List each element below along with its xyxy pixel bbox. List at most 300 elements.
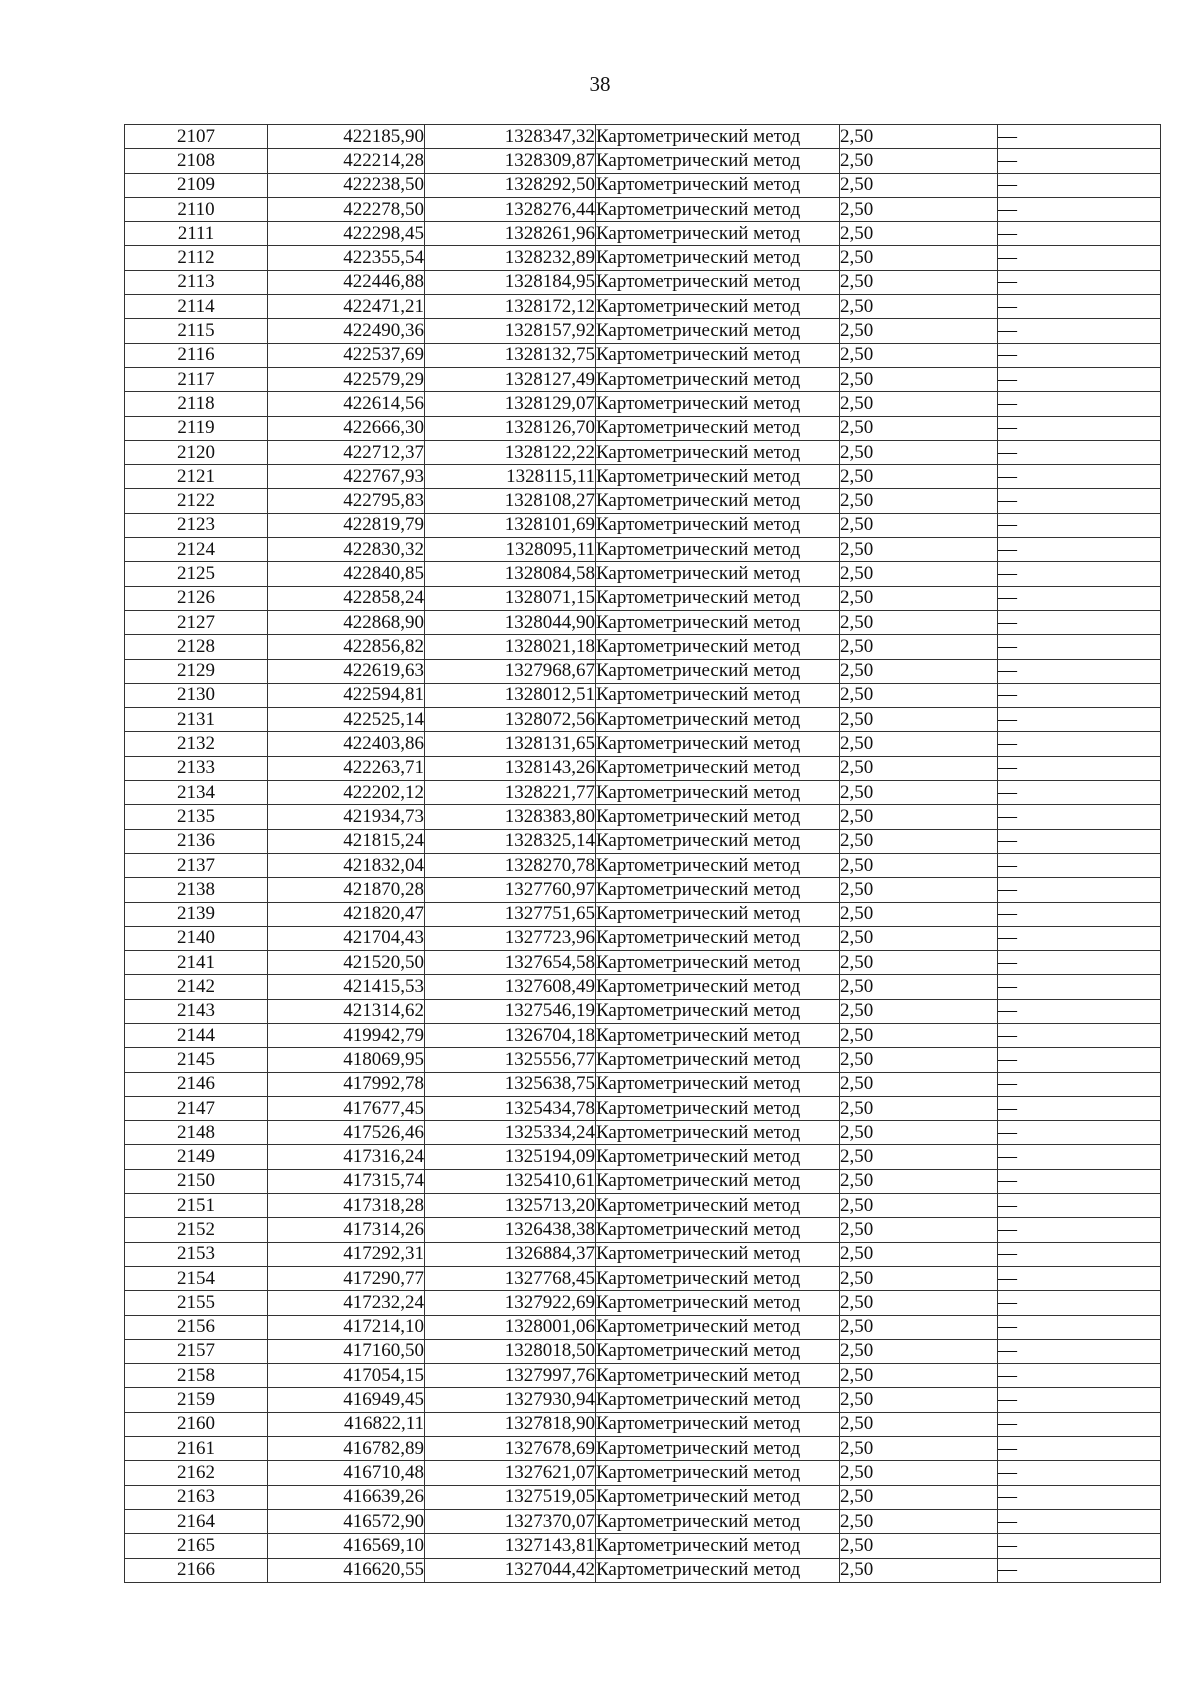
cell-x-coordinate: 417677,45 xyxy=(268,1096,425,1120)
cell-description: — xyxy=(998,416,1161,440)
cell-point-number: 2138 xyxy=(125,878,268,902)
cell-x-coordinate: 418069,95 xyxy=(268,1048,425,1072)
cell-y-coordinate: 1328122,22 xyxy=(425,440,596,464)
cell-point-number: 2137 xyxy=(125,853,268,877)
cell-method: Картометрический метод xyxy=(596,538,840,562)
cell-accuracy: 2,50 xyxy=(840,926,998,950)
cell-description: — xyxy=(998,1437,1161,1461)
table-row xyxy=(125,781,1161,805)
page-number: 38 xyxy=(589,72,611,96)
coordinates-table xyxy=(124,124,1161,1583)
cell-description: — xyxy=(998,343,1161,367)
cell-description: — xyxy=(998,197,1161,221)
table-row xyxy=(125,465,1161,489)
cell-method: Картометрический метод xyxy=(596,999,840,1023)
cell-x-coordinate: 417316,24 xyxy=(268,1145,425,1169)
table-row xyxy=(125,295,1161,319)
cell-point-number: 2117 xyxy=(125,367,268,391)
cell-accuracy: 2,50 xyxy=(840,805,998,829)
table-row xyxy=(125,926,1161,950)
cell-accuracy: 2,50 xyxy=(840,1218,998,1242)
cell-description: — xyxy=(998,222,1161,246)
cell-accuracy: 2,50 xyxy=(840,197,998,221)
cell-description: — xyxy=(998,367,1161,391)
cell-x-coordinate: 416949,45 xyxy=(268,1388,425,1412)
cell-point-number: 2158 xyxy=(125,1364,268,1388)
cell-point-number: 2163 xyxy=(125,1485,268,1509)
table-row xyxy=(125,756,1161,780)
cell-point-number: 2160 xyxy=(125,1412,268,1436)
cell-x-coordinate: 421704,43 xyxy=(268,926,425,950)
table-row xyxy=(125,125,1161,149)
cell-accuracy: 2,50 xyxy=(840,1412,998,1436)
cell-y-coordinate: 1325556,77 xyxy=(425,1048,596,1072)
cell-point-number: 2144 xyxy=(125,1023,268,1047)
cell-point-number: 2107 xyxy=(125,125,268,149)
cell-accuracy: 2,50 xyxy=(840,951,998,975)
cell-accuracy: 2,50 xyxy=(840,1485,998,1509)
cell-point-number: 2127 xyxy=(125,610,268,634)
table-row xyxy=(125,1145,1161,1169)
cell-point-number: 2157 xyxy=(125,1339,268,1363)
cell-point-number: 2111 xyxy=(125,222,268,246)
cell-x-coordinate: 422614,56 xyxy=(268,392,425,416)
cell-point-number: 2126 xyxy=(125,586,268,610)
table-row xyxy=(125,173,1161,197)
table-row xyxy=(125,1364,1161,1388)
table-row xyxy=(125,1169,1161,1193)
cell-description: — xyxy=(998,513,1161,537)
table-row xyxy=(125,319,1161,343)
cell-method: Картометрический метод xyxy=(596,1509,840,1533)
cell-y-coordinate: 1327723,96 xyxy=(425,926,596,950)
cell-y-coordinate: 1328261,96 xyxy=(425,222,596,246)
cell-description: — xyxy=(998,125,1161,149)
cell-y-coordinate: 1328270,78 xyxy=(425,853,596,877)
cell-description: — xyxy=(998,562,1161,586)
cell-method: Картометрический метод xyxy=(596,902,840,926)
cell-x-coordinate: 417526,46 xyxy=(268,1121,425,1145)
cell-x-coordinate: 422202,12 xyxy=(268,781,425,805)
cell-method: Картометрический метод xyxy=(596,683,840,707)
cell-y-coordinate: 1326438,38 xyxy=(425,1218,596,1242)
cell-y-coordinate: 1325638,75 xyxy=(425,1072,596,1096)
cell-method: Картометрический метод xyxy=(596,513,840,537)
cell-x-coordinate: 422830,32 xyxy=(268,538,425,562)
cell-point-number: 2116 xyxy=(125,343,268,367)
table-row xyxy=(125,1485,1161,1509)
table-row xyxy=(125,1388,1161,1412)
table-row xyxy=(125,683,1161,707)
cell-y-coordinate: 1328108,27 xyxy=(425,489,596,513)
cell-description: — xyxy=(998,1266,1161,1290)
cell-method: Картометрический метод xyxy=(596,149,840,173)
cell-method: Картометрический метод xyxy=(596,805,840,829)
table-row xyxy=(125,197,1161,221)
table-row xyxy=(125,1194,1161,1218)
cell-description: — xyxy=(998,465,1161,489)
table-row xyxy=(125,222,1161,246)
cell-y-coordinate: 1325334,24 xyxy=(425,1121,596,1145)
cell-y-coordinate: 1328347,32 xyxy=(425,125,596,149)
table-row xyxy=(125,1509,1161,1533)
cell-accuracy: 2,50 xyxy=(840,683,998,707)
cell-y-coordinate: 1327751,65 xyxy=(425,902,596,926)
cell-method: Картометрический метод xyxy=(596,1194,840,1218)
cell-method: Картометрический метод xyxy=(596,197,840,221)
cell-accuracy: 2,50 xyxy=(840,732,998,756)
table-row xyxy=(125,805,1161,829)
cell-method: Картометрический метод xyxy=(596,270,840,294)
table-row xyxy=(125,489,1161,513)
table-row xyxy=(125,367,1161,391)
cell-point-number: 2123 xyxy=(125,513,268,537)
cell-description: — xyxy=(998,586,1161,610)
cell-description: — xyxy=(998,1315,1161,1339)
cell-method: Картометрический метод xyxy=(596,1242,840,1266)
cell-y-coordinate: 1328276,44 xyxy=(425,197,596,221)
cell-accuracy: 2,50 xyxy=(840,246,998,270)
table-row xyxy=(125,610,1161,634)
cell-method: Картометрический метод xyxy=(596,367,840,391)
cell-x-coordinate: 421415,53 xyxy=(268,975,425,999)
cell-method: Картометрический метод xyxy=(596,222,840,246)
cell-accuracy: 2,50 xyxy=(840,440,998,464)
cell-method: Картометрический метод xyxy=(596,1145,840,1169)
cell-accuracy: 2,50 xyxy=(840,1169,998,1193)
cell-y-coordinate: 1325410,61 xyxy=(425,1169,596,1193)
cell-accuracy: 2,50 xyxy=(840,1291,998,1315)
cell-description: — xyxy=(998,246,1161,270)
cell-accuracy: 2,50 xyxy=(840,538,998,562)
cell-y-coordinate: 1328115,11 xyxy=(425,465,596,489)
cell-x-coordinate: 417054,15 xyxy=(268,1364,425,1388)
cell-description: — xyxy=(998,975,1161,999)
cell-x-coordinate: 417314,26 xyxy=(268,1218,425,1242)
cell-x-coordinate: 422712,37 xyxy=(268,440,425,464)
cell-x-coordinate: 422403,86 xyxy=(268,732,425,756)
cell-x-coordinate: 417292,31 xyxy=(268,1242,425,1266)
cell-point-number: 2119 xyxy=(125,416,268,440)
cell-accuracy: 2,50 xyxy=(840,489,998,513)
table-row xyxy=(125,708,1161,732)
cell-point-number: 2110 xyxy=(125,197,268,221)
cell-method: Картометрический метод xyxy=(596,343,840,367)
cell-description: — xyxy=(998,756,1161,780)
cell-point-number: 2150 xyxy=(125,1169,268,1193)
table-row xyxy=(125,853,1161,877)
cell-description: — xyxy=(998,1509,1161,1533)
cell-y-coordinate: 1327760,97 xyxy=(425,878,596,902)
cell-x-coordinate: 422278,50 xyxy=(268,197,425,221)
cell-y-coordinate: 1328172,12 xyxy=(425,295,596,319)
cell-point-number: 2130 xyxy=(125,683,268,707)
cell-method: Картометрический метод xyxy=(596,1534,840,1558)
cell-point-number: 2128 xyxy=(125,635,268,659)
cell-point-number: 2108 xyxy=(125,149,268,173)
cell-y-coordinate: 1327997,76 xyxy=(425,1364,596,1388)
cell-accuracy: 2,50 xyxy=(840,1266,998,1290)
cell-point-number: 2132 xyxy=(125,732,268,756)
table-row xyxy=(125,343,1161,367)
cell-y-coordinate: 1328131,65 xyxy=(425,732,596,756)
cell-x-coordinate: 416569,10 xyxy=(268,1534,425,1558)
cell-description: — xyxy=(998,1364,1161,1388)
table-row xyxy=(125,1072,1161,1096)
cell-x-coordinate: 416710,48 xyxy=(268,1461,425,1485)
cell-y-coordinate: 1328001,06 xyxy=(425,1315,596,1339)
cell-point-number: 2118 xyxy=(125,392,268,416)
cell-x-coordinate: 422537,69 xyxy=(268,343,425,367)
cell-x-coordinate: 422525,14 xyxy=(268,708,425,732)
cell-method: Картометрический метод xyxy=(596,659,840,683)
cell-method: Картометрический метод xyxy=(596,1461,840,1485)
table-row xyxy=(125,149,1161,173)
cell-y-coordinate: 1328044,90 xyxy=(425,610,596,634)
cell-method: Картометрический метод xyxy=(596,295,840,319)
table-row xyxy=(125,999,1161,1023)
cell-x-coordinate: 417290,77 xyxy=(268,1266,425,1290)
cell-x-coordinate: 422355,54 xyxy=(268,246,425,270)
cell-accuracy: 2,50 xyxy=(840,513,998,537)
cell-point-number: 2136 xyxy=(125,829,268,853)
cell-y-coordinate: 1328221,77 xyxy=(425,781,596,805)
cell-description: — xyxy=(998,1534,1161,1558)
cell-y-coordinate: 1327678,69 xyxy=(425,1437,596,1461)
cell-y-coordinate: 1327044,42 xyxy=(425,1558,596,1582)
cell-x-coordinate: 417992,78 xyxy=(268,1072,425,1096)
table-row xyxy=(125,829,1161,853)
cell-accuracy: 2,50 xyxy=(840,1437,998,1461)
cell-point-number: 2124 xyxy=(125,538,268,562)
cell-accuracy: 2,50 xyxy=(840,902,998,926)
table-row xyxy=(125,951,1161,975)
cell-y-coordinate: 1325434,78 xyxy=(425,1096,596,1120)
cell-accuracy: 2,50 xyxy=(840,1461,998,1485)
cell-x-coordinate: 422471,21 xyxy=(268,295,425,319)
cell-description: — xyxy=(998,173,1161,197)
table-row xyxy=(125,1218,1161,1242)
cell-point-number: 2109 xyxy=(125,173,268,197)
cell-x-coordinate: 422594,81 xyxy=(268,683,425,707)
cell-y-coordinate: 1327968,67 xyxy=(425,659,596,683)
cell-description: — xyxy=(998,1388,1161,1412)
cell-x-coordinate: 422619,63 xyxy=(268,659,425,683)
cell-y-coordinate: 1327608,49 xyxy=(425,975,596,999)
cell-x-coordinate: 417160,50 xyxy=(268,1339,425,1363)
cell-method: Картометрический метод xyxy=(596,1315,840,1339)
cell-method: Картометрический метод xyxy=(596,489,840,513)
cell-description: — xyxy=(998,1096,1161,1120)
cell-point-number: 2141 xyxy=(125,951,268,975)
cell-accuracy: 2,50 xyxy=(840,975,998,999)
cell-accuracy: 2,50 xyxy=(840,1072,998,1096)
cell-accuracy: 2,50 xyxy=(840,853,998,877)
cell-x-coordinate: 416639,26 xyxy=(268,1485,425,1509)
table-row xyxy=(125,538,1161,562)
cell-point-number: 2166 xyxy=(125,1558,268,1582)
cell-accuracy: 2,50 xyxy=(840,1364,998,1388)
cell-method: Картометрический метод xyxy=(596,246,840,270)
cell-point-number: 2114 xyxy=(125,295,268,319)
cell-x-coordinate: 417232,24 xyxy=(268,1291,425,1315)
table-row xyxy=(125,1339,1161,1363)
cell-y-coordinate: 1327546,19 xyxy=(425,999,596,1023)
cell-y-coordinate: 1328127,49 xyxy=(425,367,596,391)
cell-y-coordinate: 1328232,89 xyxy=(425,246,596,270)
cell-y-coordinate: 1328184,95 xyxy=(425,270,596,294)
cell-accuracy: 2,50 xyxy=(840,1534,998,1558)
cell-point-number: 2120 xyxy=(125,440,268,464)
cell-point-number: 2140 xyxy=(125,926,268,950)
cell-y-coordinate: 1328012,51 xyxy=(425,683,596,707)
cell-description: — xyxy=(998,732,1161,756)
cell-y-coordinate: 1328132,75 xyxy=(425,343,596,367)
cell-accuracy: 2,50 xyxy=(840,125,998,149)
cell-x-coordinate: 422214,28 xyxy=(268,149,425,173)
cell-method: Картометрический метод xyxy=(596,1072,840,1096)
cell-x-coordinate: 421934,73 xyxy=(268,805,425,829)
cell-method: Картометрический метод xyxy=(596,732,840,756)
cell-x-coordinate: 422858,24 xyxy=(268,586,425,610)
cell-accuracy: 2,50 xyxy=(840,756,998,780)
cell-description: — xyxy=(998,1023,1161,1047)
table-row xyxy=(125,1315,1161,1339)
cell-description: — xyxy=(998,538,1161,562)
cell-x-coordinate: 422840,85 xyxy=(268,562,425,586)
cell-point-number: 2162 xyxy=(125,1461,268,1485)
cell-method: Картометрический метод xyxy=(596,1437,840,1461)
cell-point-number: 2151 xyxy=(125,1194,268,1218)
cell-x-coordinate: 422856,82 xyxy=(268,635,425,659)
cell-point-number: 2145 xyxy=(125,1048,268,1072)
cell-method: Картометрический метод xyxy=(596,1121,840,1145)
cell-description: — xyxy=(998,1485,1161,1509)
cell-y-coordinate: 1327922,69 xyxy=(425,1291,596,1315)
cell-x-coordinate: 416620,55 xyxy=(268,1558,425,1582)
cell-description: — xyxy=(998,319,1161,343)
table-row xyxy=(125,1096,1161,1120)
cell-accuracy: 2,50 xyxy=(840,1388,998,1412)
cell-description: — xyxy=(998,270,1161,294)
cell-y-coordinate: 1328292,50 xyxy=(425,173,596,197)
cell-method: Картометрический метод xyxy=(596,1169,840,1193)
cell-accuracy: 2,50 xyxy=(840,659,998,683)
table-row xyxy=(125,1266,1161,1290)
table-row xyxy=(125,440,1161,464)
cell-accuracy: 2,50 xyxy=(840,829,998,853)
table-row xyxy=(125,1461,1161,1485)
cell-accuracy: 2,50 xyxy=(840,1509,998,1533)
cell-description: — xyxy=(998,1072,1161,1096)
cell-x-coordinate: 422263,71 xyxy=(268,756,425,780)
cell-point-number: 2113 xyxy=(125,270,268,294)
cell-accuracy: 2,50 xyxy=(840,1145,998,1169)
table-row xyxy=(125,1121,1161,1145)
cell-point-number: 2156 xyxy=(125,1315,268,1339)
cell-method: Картометрический метод xyxy=(596,1485,840,1509)
cell-method: Картометрический метод xyxy=(596,440,840,464)
cell-y-coordinate: 1327930,94 xyxy=(425,1388,596,1412)
cell-accuracy: 2,50 xyxy=(840,392,998,416)
cell-method: Картометрический метод xyxy=(596,1412,840,1436)
cell-point-number: 2159 xyxy=(125,1388,268,1412)
cell-description: — xyxy=(998,1121,1161,1145)
cell-y-coordinate: 1326704,18 xyxy=(425,1023,596,1047)
cell-accuracy: 2,50 xyxy=(840,1339,998,1363)
cell-accuracy: 2,50 xyxy=(840,1023,998,1047)
cell-method: Картометрический метод xyxy=(596,829,840,853)
table-row xyxy=(125,975,1161,999)
cell-description: — xyxy=(998,489,1161,513)
cell-method: Картометрический метод xyxy=(596,1364,840,1388)
cell-x-coordinate: 422767,93 xyxy=(268,465,425,489)
cell-method: Картометрический метод xyxy=(596,853,840,877)
cell-description: — xyxy=(998,610,1161,634)
cell-x-coordinate: 421520,50 xyxy=(268,951,425,975)
cell-y-coordinate: 1327143,81 xyxy=(425,1534,596,1558)
cell-point-number: 2155 xyxy=(125,1291,268,1315)
cell-method: Картометрический метод xyxy=(596,878,840,902)
cell-x-coordinate: 422666,30 xyxy=(268,416,425,440)
cell-point-number: 2146 xyxy=(125,1072,268,1096)
table-row xyxy=(125,392,1161,416)
cell-method: Картометрический метод xyxy=(596,586,840,610)
cell-description: — xyxy=(998,902,1161,926)
table-body xyxy=(125,125,1161,1583)
cell-y-coordinate: 1325713,20 xyxy=(425,1194,596,1218)
cell-x-coordinate: 416572,90 xyxy=(268,1509,425,1533)
cell-point-number: 2164 xyxy=(125,1509,268,1533)
cell-method: Картометрический метод xyxy=(596,1558,840,1582)
cell-method: Картометрический метод xyxy=(596,125,840,149)
cell-y-coordinate: 1328129,07 xyxy=(425,392,596,416)
cell-point-number: 2154 xyxy=(125,1266,268,1290)
cell-method: Картометрический метод xyxy=(596,756,840,780)
cell-x-coordinate: 416782,89 xyxy=(268,1437,425,1461)
cell-point-number: 2139 xyxy=(125,902,268,926)
cell-y-coordinate: 1328325,14 xyxy=(425,829,596,853)
cell-method: Картометрический метод xyxy=(596,635,840,659)
cell-x-coordinate: 421820,47 xyxy=(268,902,425,926)
cell-point-number: 2135 xyxy=(125,805,268,829)
cell-y-coordinate: 1328071,15 xyxy=(425,586,596,610)
cell-accuracy: 2,50 xyxy=(840,1315,998,1339)
cell-x-coordinate: 422795,83 xyxy=(268,489,425,513)
cell-description: — xyxy=(998,708,1161,732)
cell-description: — xyxy=(998,149,1161,173)
cell-accuracy: 2,50 xyxy=(840,149,998,173)
table-row xyxy=(125,902,1161,926)
cell-method: Картометрический метод xyxy=(596,610,840,634)
cell-x-coordinate: 422819,79 xyxy=(268,513,425,537)
cell-method: Картометрический метод xyxy=(596,1291,840,1315)
cell-accuracy: 2,50 xyxy=(840,343,998,367)
cell-accuracy: 2,50 xyxy=(840,319,998,343)
cell-y-coordinate: 1327768,45 xyxy=(425,1266,596,1290)
cell-x-coordinate: 422490,36 xyxy=(268,319,425,343)
table-row xyxy=(125,1437,1161,1461)
cell-y-coordinate: 1328101,69 xyxy=(425,513,596,537)
cell-method: Картометрический метод xyxy=(596,1266,840,1290)
cell-description: — xyxy=(998,1291,1161,1315)
table-row xyxy=(125,513,1161,537)
table-row xyxy=(125,1048,1161,1072)
cell-y-coordinate: 1327654,58 xyxy=(425,951,596,975)
cell-point-number: 2153 xyxy=(125,1242,268,1266)
cell-point-number: 2142 xyxy=(125,975,268,999)
table-row xyxy=(125,1534,1161,1558)
